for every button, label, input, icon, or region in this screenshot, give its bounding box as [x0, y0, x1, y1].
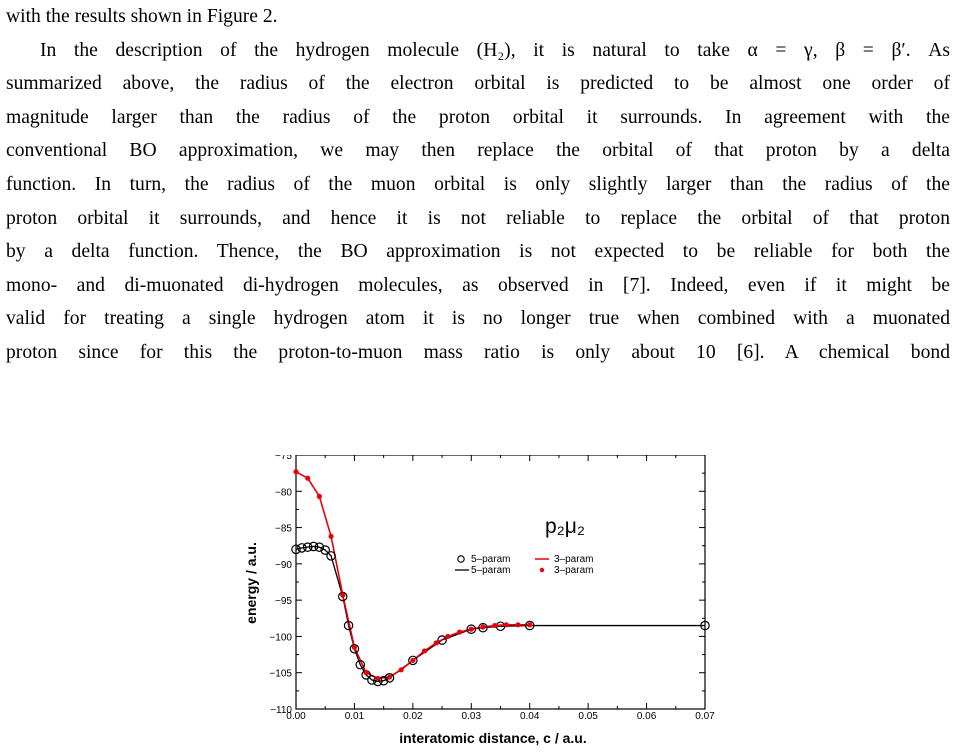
- series-3-param-point: [317, 494, 322, 499]
- series-3-param-point: [293, 469, 298, 474]
- legend-label-5-param-line: 5–param: [471, 565, 511, 576]
- series-3-param-point: [410, 658, 415, 663]
- legend: [455, 554, 593, 576]
- series-3-param-point: [469, 627, 474, 632]
- series-3-param-point: [340, 592, 345, 597]
- y-tick-label: −75: [275, 455, 292, 462]
- text-line-8: mono- and di-muonated di-hydrogen molecules, as observed in [7]. Indeed, even if it might be: [6, 274, 950, 296]
- series-3-param-point: [364, 670, 369, 675]
- series-3-param-point: [305, 476, 310, 481]
- series-3-param-point: [492, 623, 497, 628]
- energy-chart: [240, 455, 720, 747]
- x-tick-label: 0.07: [695, 711, 715, 722]
- y-tick-label: −110: [270, 705, 292, 716]
- legend-symbol-circle: [458, 556, 464, 562]
- y-tick-label: −100: [269, 632, 292, 644]
- series-3-param-point: [515, 622, 520, 627]
- x-tick-label: 0.06: [636, 711, 657, 722]
- x-tick-label: 0.02: [403, 711, 423, 722]
- series-3-param-point: [527, 622, 532, 627]
- legend-symbol-red-dot: [540, 568, 544, 572]
- x-tick-label: 0.01: [344, 711, 365, 722]
- text-line-6: proton orbital it surrounds, and hence it is not reliable to replace the orbital of that proton: [6, 207, 950, 229]
- y-tick-label: −95: [275, 596, 292, 608]
- text-line-top: with the results shown in Figure 2.: [6, 6, 278, 27]
- x-tick-label: 0.00: [286, 711, 306, 722]
- series-3-param-point: [445, 634, 450, 639]
- series-3-param-point: [422, 648, 427, 653]
- legend-label-3-param-line: 3–param: [554, 554, 594, 565]
- x-axis-label: interatomic distance, c / a.u.: [399, 730, 587, 746]
- x-tick-label: 0.04: [519, 711, 540, 722]
- chart-title: p₂μ₂: [544, 515, 586, 538]
- text-line-9: valid for treating a single hydrogen atom it is no longer true when combined with a muonated: [6, 308, 950, 330]
- text-line-10: proton since for this the proton-to-muon mass ratio is only about 10 [6]. A chemical bond: [6, 341, 950, 363]
- series-3-param-point: [434, 640, 439, 645]
- y-tick-label: −90: [275, 559, 292, 571]
- text-line-7: by a delta function. Thence, the BO approximation is not expected to be reliable for both the: [6, 241, 950, 263]
- legend-label-5-param-marker: 5–param: [471, 554, 511, 565]
- series-3-param-point: [504, 622, 509, 627]
- y-axis-label: energy / a.u.: [243, 542, 259, 624]
- y-tick-label: −80: [275, 487, 292, 499]
- text-line-1: In the description of the hydrogen molecule (H₂), it is natural to take α = γ, β = β′. As: [40, 39, 950, 61]
- series-3-param-point: [480, 624, 485, 629]
- text-line-2: summarized above, the radius of the electron orbital is predicted to be almost one order of: [6, 73, 950, 95]
- x-tick-label: 0.05: [578, 711, 598, 722]
- plot-frame: [296, 455, 705, 709]
- y-tick-label: −85: [275, 523, 292, 535]
- series-3-param-point: [457, 629, 462, 634]
- y-tick-label: −105: [269, 668, 292, 680]
- text-line-4: conventional BO approximation, we may then replace the orbital of that proton by a delta: [6, 140, 950, 162]
- series-3-param-point: [399, 667, 404, 672]
- series-3-param-point: [387, 674, 392, 679]
- text-line-5: function. In turn, the radius of the muon orbital is only slightly larger than the radius of the: [6, 173, 950, 195]
- legend-label-3-param-marker: 3–param: [554, 565, 594, 576]
- x-tick-label: 0.03: [461, 711, 482, 722]
- figure-energy-plot: [240, 455, 720, 752]
- body-text: [6, 0, 950, 370]
- series-3-param-point: [375, 676, 380, 681]
- series-3-param-point: [352, 645, 357, 650]
- text-line-3: magnitude larger than the radius of the proton orbital it surrounds. In agreement with the: [6, 106, 950, 128]
- series-3-param-point: [328, 534, 333, 539]
